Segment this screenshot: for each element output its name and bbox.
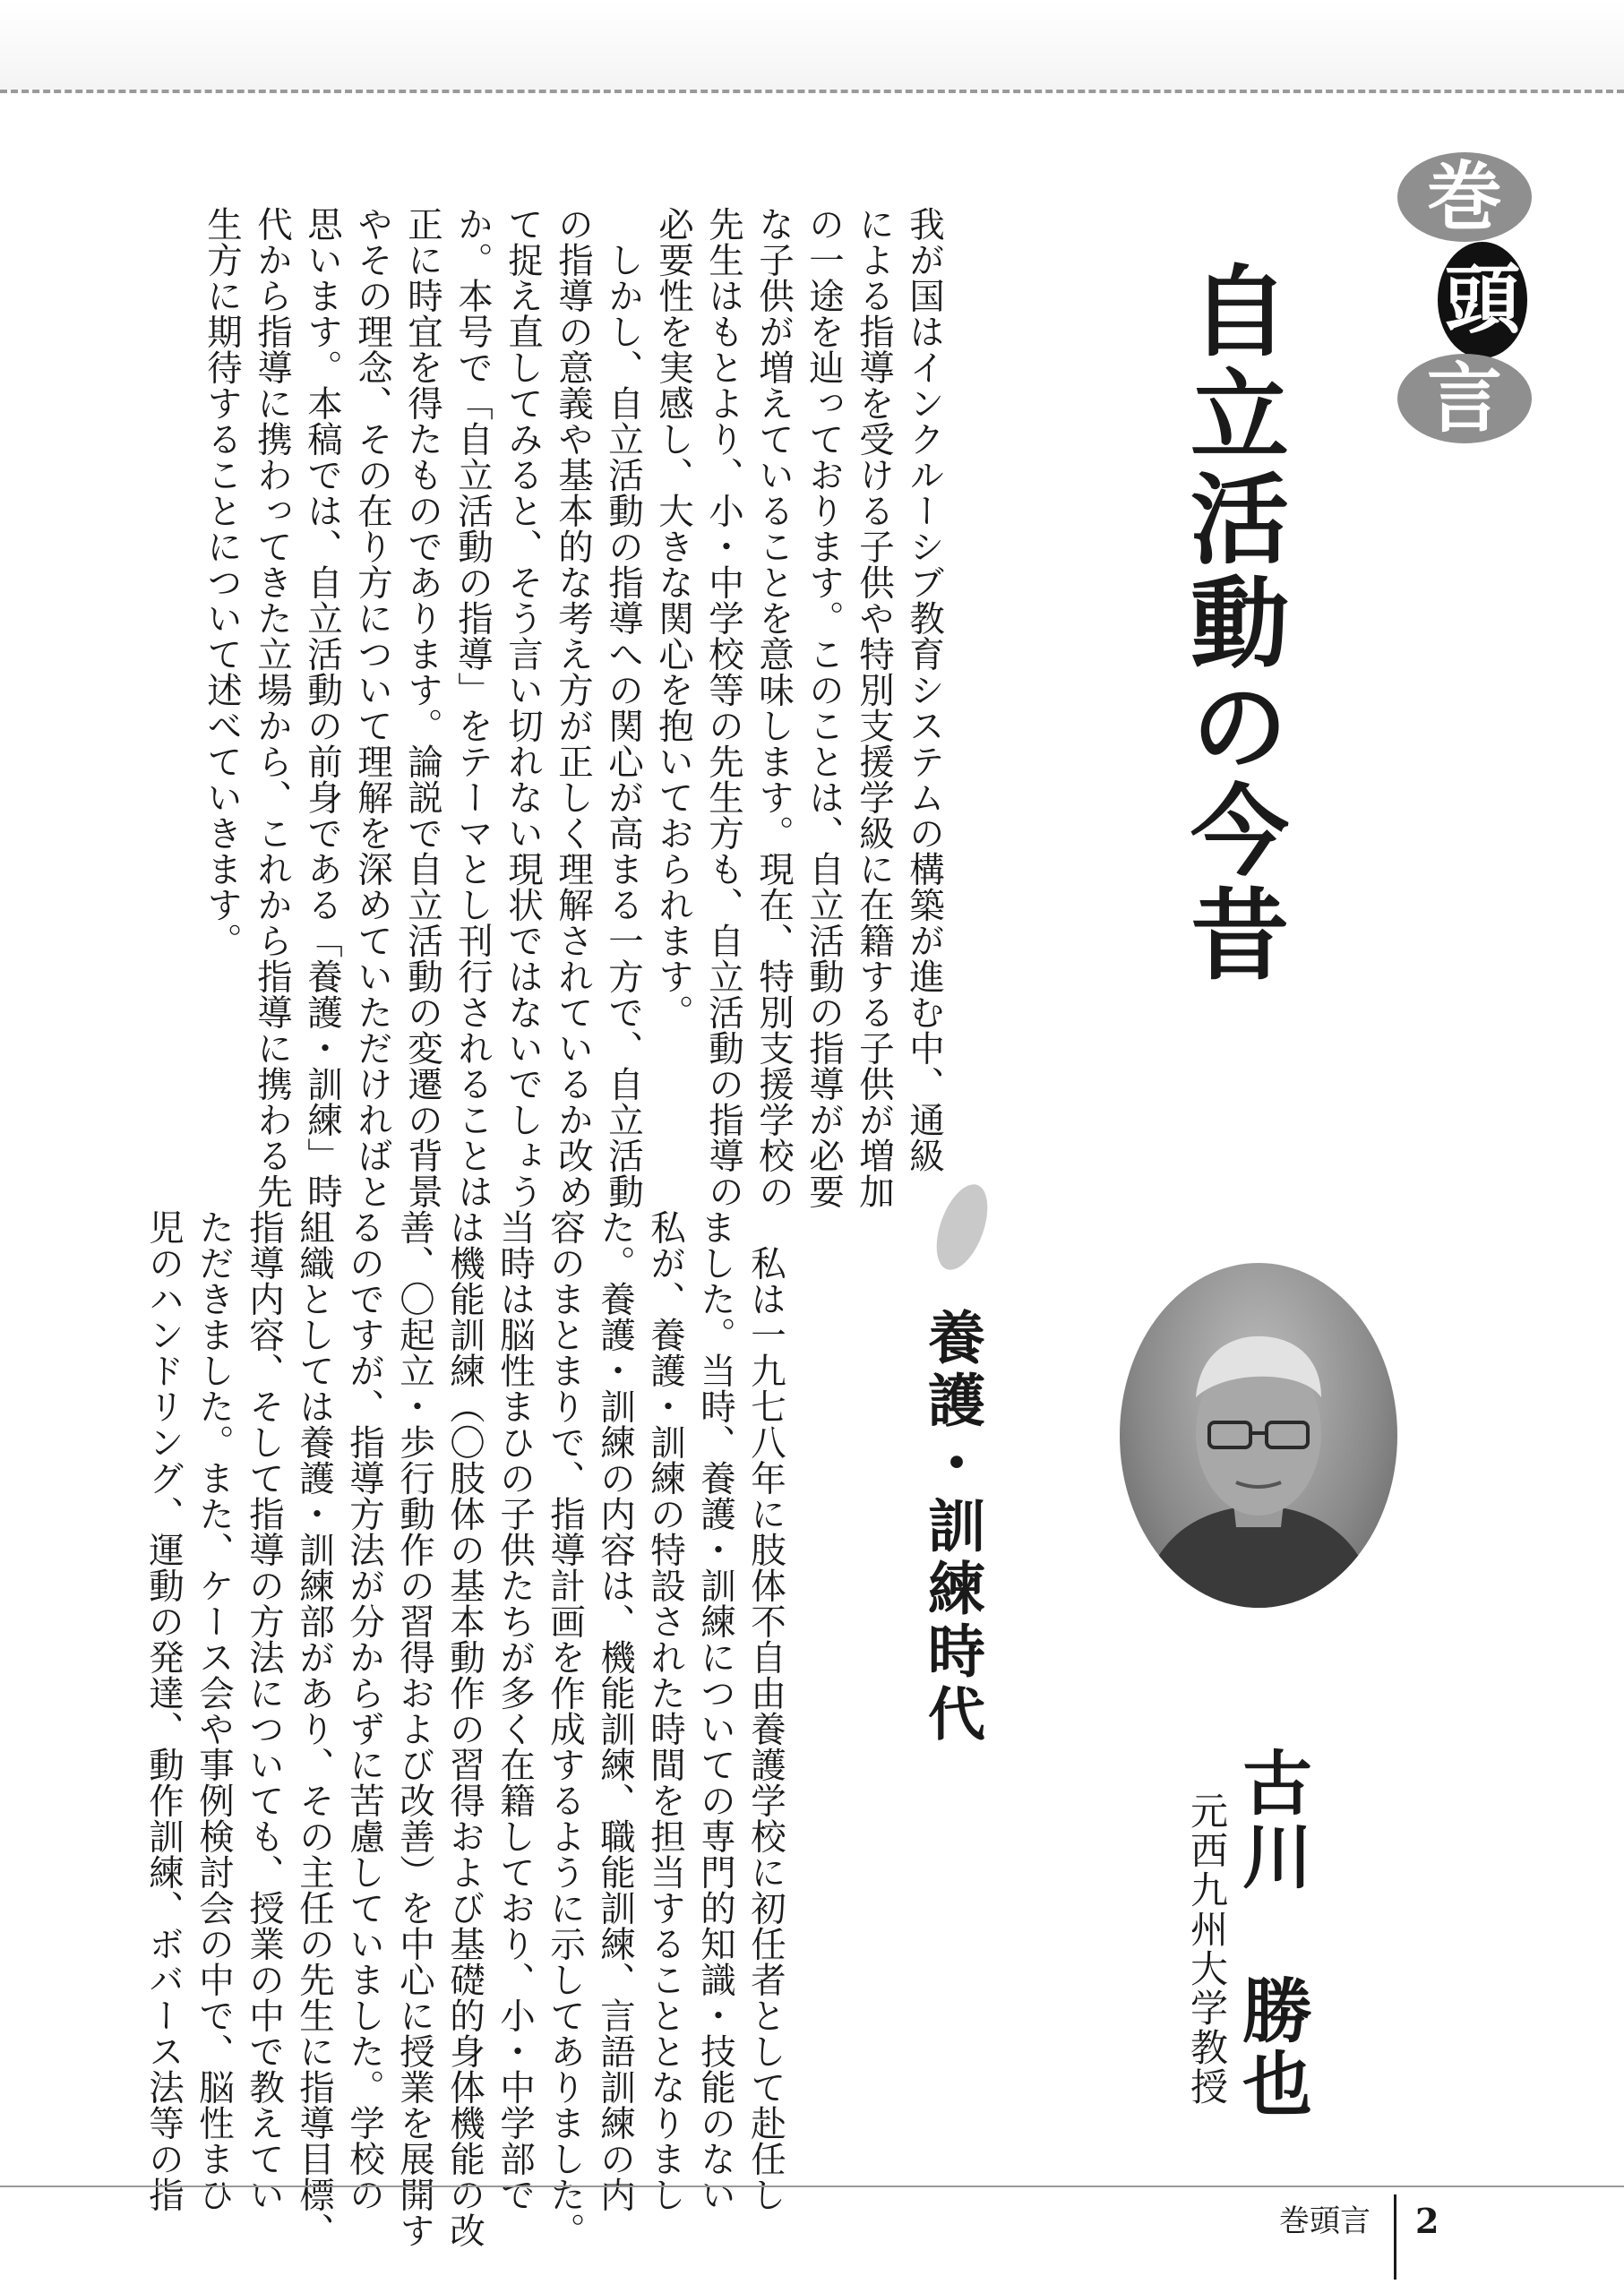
section-line: は機能訓練（〇肢体の基本動作の習得および基礎的身体機能の改 bbox=[444, 1209, 485, 2248]
intro-line: か。本号で「自立活動の指導」をテーマとし刊行されることは bbox=[452, 206, 494, 1209]
intro-line: 必要性を実感し、大きな関心を抱いておられます。 bbox=[653, 206, 694, 1030]
section-line: 容のまとまりで、指導計画を作成するように示してありました。 bbox=[545, 1209, 586, 2248]
footer-section-label: 巻頭言 bbox=[1279, 2203, 1371, 2239]
badge-char-3: 言 bbox=[1397, 354, 1532, 443]
intro-line: 思います。本稿では、自立活動の前身である「養護・訓練」時 bbox=[302, 206, 343, 1209]
section-line: 指導内容、そして指導の方法についても、授業の中で教えてい bbox=[244, 1209, 285, 2212]
section-line: ただきました。また、ケース会や事例検討会の中で、脳性まひ bbox=[193, 1209, 235, 2212]
section-line: 善、〇起立・歩行動作の習得および改善）を中心に授業を展開す bbox=[394, 1209, 435, 2248]
section-text-block bbox=[139, 1209, 791, 2248]
badge-char-2: 頭 bbox=[1438, 242, 1527, 358]
section-line: ました。当時、養護・訓練についての専門的知識・技能のない bbox=[695, 1209, 736, 2212]
footer-rule bbox=[0, 2186, 1624, 2187]
portrait-figure bbox=[1120, 1263, 1397, 1608]
author-portrait bbox=[1120, 1263, 1397, 1608]
section-line: 私は一九七八年に肢体不自由養護学校に初任者として赴任し bbox=[745, 1209, 786, 2212]
article-title: 自立活動の今昔 bbox=[1174, 260, 1290, 987]
page-top-band bbox=[0, 0, 1624, 90]
page-number: 2 bbox=[1415, 2201, 1439, 2241]
section-line: 当時は脳性まひの子供たちが多く在籍しており、小・中学部で bbox=[494, 1209, 536, 2212]
intro-line: しかし、自立活動の指導への関心が高まる一方で、自立活動 bbox=[603, 206, 644, 1209]
badge-char-1: 巻 bbox=[1397, 152, 1532, 242]
author-name bbox=[1231, 1747, 1312, 2121]
section-line: 児のハンドリング、運動の発達、動作訓練、ボバース法等の指 bbox=[143, 1209, 185, 2212]
author-family-name: 古川 bbox=[1231, 1747, 1312, 1894]
intro-line: 生方に期待することについて述べていきます。 bbox=[202, 206, 243, 958]
intro-line: の一途を辿っております。このことは、自立活動の指導が必要 bbox=[803, 206, 845, 1209]
top-dashed-rule bbox=[0, 90, 1624, 93]
author-given-name: 勝也 bbox=[1231, 1974, 1312, 2121]
intro-line: 正に時宜を得たものであります。論説で自立活動の変遷の背景 bbox=[402, 206, 443, 1209]
section-line: 私が、養護・訓練の特設された時間を担当することとなりまし bbox=[645, 1209, 686, 2212]
intro-line: やその理念、その在り方について理解を深めていただければと bbox=[352, 206, 393, 1209]
footer-divider bbox=[1394, 2194, 1396, 2280]
author-affiliation: 元西九州大学教授 bbox=[1185, 1791, 1229, 2107]
intro-line: による指導を受ける子供や特別支援学級に在籍する子供が増加 bbox=[854, 206, 895, 1209]
intro-line: の指導の意義や基本的な考え方が正しく理解されているか改め bbox=[553, 206, 594, 1209]
intro-line: 先生はもとより、小・中学校等の先生方も、自立活動の指導の bbox=[703, 206, 744, 1209]
intro-text-block bbox=[197, 206, 949, 1209]
section-heading: 養護・訓練時代 bbox=[918, 1308, 985, 1747]
section-marker-shape bbox=[926, 1178, 997, 1276]
section-line: るのですが、指導方法が分からずに苦慮していました。学校の bbox=[344, 1209, 385, 2212]
intro-line: 代から指導に携わってきた立場から、これから指導に携わる先 bbox=[252, 206, 293, 1209]
section-line: 組織としては養護・訓練部があり、その主任の先生に指導目標、 bbox=[294, 1209, 335, 2248]
section-line: た。養護・訓練の内容は、機能訓練、職能訓練、言語訓練の内 bbox=[595, 1209, 636, 2212]
intro-line: 我が国はインクルーシブ教育システムの構築が進む中、通級 bbox=[904, 206, 945, 1173]
intro-line: て捉え直してみると、そう言い切れない現状ではないでしょう bbox=[503, 206, 544, 1209]
kantogen-badge bbox=[1397, 134, 1550, 442]
intro-line: な子供が増えていることを意味します。現在、特別支援学校の bbox=[753, 206, 795, 1209]
